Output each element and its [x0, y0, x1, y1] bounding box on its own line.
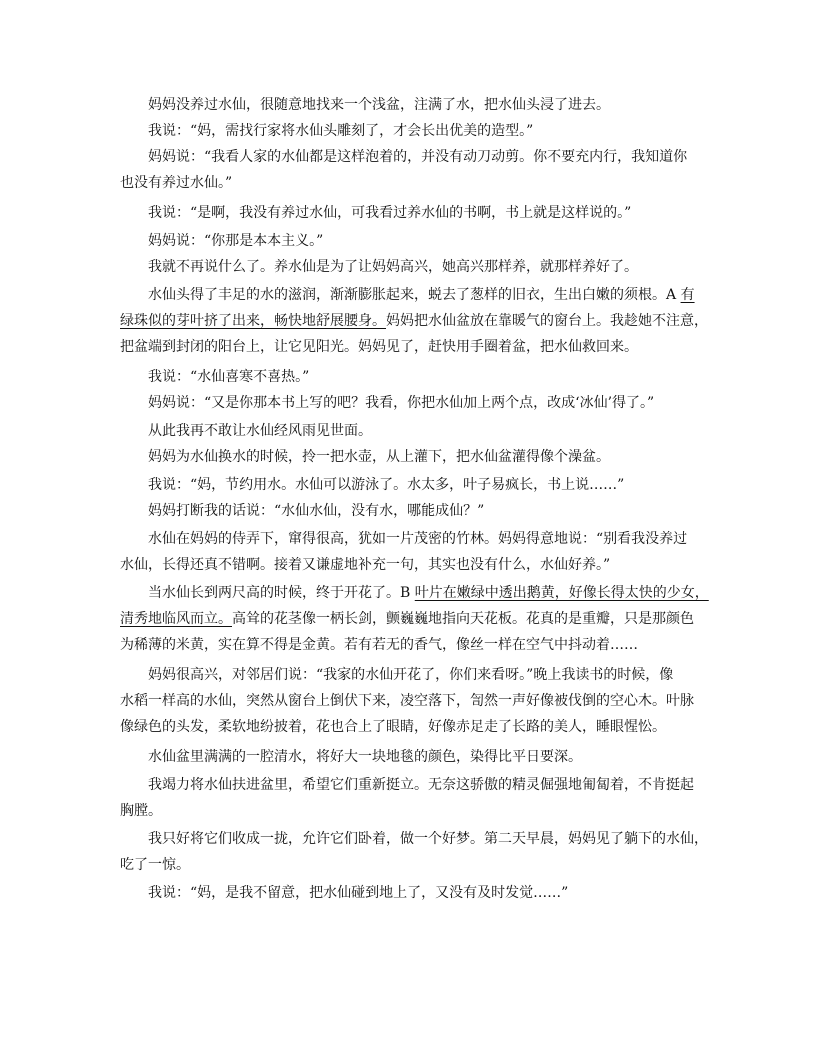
- underlined-sentence-a: 绿珠似的芽叶挤了出来，畅快地舒展腰身。: [120, 313, 386, 329]
- paragraph: [120, 92, 710, 118]
- text-line: 胸膛。: [120, 803, 162, 819]
- paragraph: [120, 880, 710, 906]
- text-line: 为稀薄的米黄，实在算不得是金黄。若有若无的香气，像丝一样在空气中抖动着……: [120, 637, 638, 653]
- paragraph: [120, 118, 710, 144]
- paragraph: [120, 662, 710, 740]
- text-line: 吃了一惊。: [120, 857, 190, 873]
- underlined-sentence-a: 有: [680, 287, 695, 303]
- paragraph: [120, 364, 710, 390]
- paragraph: [120, 254, 710, 280]
- text-line: 水仙盆里满满的一腔清水，将好大一块地毯的颜色，染得比平日要深。: [148, 749, 582, 765]
- text-line: 我说：“是啊，我没有养过水仙，可我看过养水仙的书啊，书上就是这样说的。”: [148, 205, 632, 221]
- paragraph-b: [120, 580, 710, 658]
- text-line: 我说：“妈，是我不留意，把水仙碰到地上了，又没有及时发觉……”: [148, 885, 569, 901]
- text-line: 妈妈说：“我看人家的水仙都是这样泡着的，并没有动刀动剪。你不要充内行，我知道你: [148, 149, 688, 165]
- text-line: 我说：“妈，需找行家将水仙头雕刻了，才会长出优美的造型。”: [148, 123, 534, 139]
- text-run: 高耸的花茎像一柄长剑，颤巍巍地指向天花板。花真的是重瓣，只是那颜色: [232, 611, 694, 627]
- paragraph: [120, 444, 710, 470]
- text-line: 妈妈没养过水仙，很随意地找来一个浅盆，注满了水，把水仙头浸了进去。: [148, 97, 610, 113]
- text-run: 妈妈把水仙盆放在靠暖气的窗台上。我趁她不注意，: [386, 313, 708, 329]
- text-line: 我说：“妈，节约用水。水仙可以游泳了。水太多，叶子易疯长，书上说……”: [148, 477, 625, 493]
- text-line: 我说：“水仙喜寒不喜热。”: [148, 369, 310, 385]
- paragraph-a: [120, 282, 710, 360]
- text-line: 我竭力将水仙扶进盆里，希望它们重新挺立。无奈这骄傲的精灵倔强地匍匐着，不肯挺起: [148, 777, 694, 793]
- text-run: 当水仙长到两尺高的时候，终于开花了。B: [148, 585, 415, 601]
- paragraph: [120, 826, 710, 878]
- text-line: [120, 606, 710, 632]
- paragraph: [120, 144, 710, 196]
- text-line: 妈妈为水仙换水的时候，拎一把水壶，从上灌下，把水仙盆灌得像个澡盆。: [148, 449, 610, 465]
- paragraph: [120, 498, 710, 524]
- paragraph: [120, 228, 710, 254]
- text-line: 把盆端到封闭的阳台上，让它见阳光。妈妈见了，赶快用手圈着盆，把水仙救回来。: [120, 339, 638, 355]
- text-run: 水仙头得了丰足的水的滋润，渐渐膨胀起来，蜕去了葱样的旧衣，生出白嫩的须根。A: [148, 287, 681, 303]
- paragraph: [120, 772, 710, 824]
- text-line: 水仙，长得还真不错啊。接着又谦虚地补充一句，其实也没有什么，水仙好养。”: [120, 557, 611, 573]
- text-line: 妈妈打断我的话说：“水仙水仙，没有水，哪能成仙？”: [148, 503, 485, 519]
- text-line: [120, 580, 710, 606]
- text-line: 水稻一样高的水仙，突然从窗台上倒伏下来，凌空落下，訇然一声好像被伐倒的空心木。叶脉: [120, 693, 694, 709]
- paragraph: [120, 200, 710, 226]
- paragraph: [120, 390, 710, 416]
- text-line: 从此我再不敢让水仙经风雨见世面。: [148, 423, 372, 439]
- text-line: [120, 308, 710, 334]
- text-line: 我只好将它们收成一拢，允许它们卧着，做一个好梦。第二天早晨，妈妈见了躺下的水仙，: [148, 831, 708, 847]
- text-line: 我就不再说什么了。养水仙是为了让妈妈高兴，她高兴那样养，就那样养好了。: [148, 259, 638, 275]
- text-line: 像绿色的头发，柔软地纷披着，花也合上了眼睛，好像赤足走了长路的美人，睡眼惺忪。: [120, 719, 666, 735]
- paragraph: [120, 526, 710, 578]
- text-line: [120, 282, 710, 308]
- text-line: 妈妈很高兴，对邻居们说：“我家的水仙开花了，你们来看呀。”晚上我读书的时候，像: [148, 667, 674, 683]
- text-line: 也没有养过水仙。”: [120, 175, 233, 191]
- underlined-sentence-b: 清秀地临风而立。: [120, 611, 232, 627]
- text-line: 水仙在妈妈的侍弄下，窜得很高，犹如一片茂密的竹林。妈妈得意地说：“别看我没养过: [148, 531, 688, 547]
- paragraph: [120, 472, 710, 498]
- text-line: 妈妈说：“你那是本本主义。”: [148, 233, 324, 249]
- underlined-sentence-b: 叶片在嫩绿中透出鹅黄，好像长得太快的少女，: [414, 585, 709, 601]
- paragraph: [120, 744, 710, 770]
- text-line: 妈妈说：“又是你那本书上写的吧？我看，你把水仙加上两个点，改成‘冰仙’得了。”: [148, 395, 655, 411]
- paragraph: [120, 418, 710, 444]
